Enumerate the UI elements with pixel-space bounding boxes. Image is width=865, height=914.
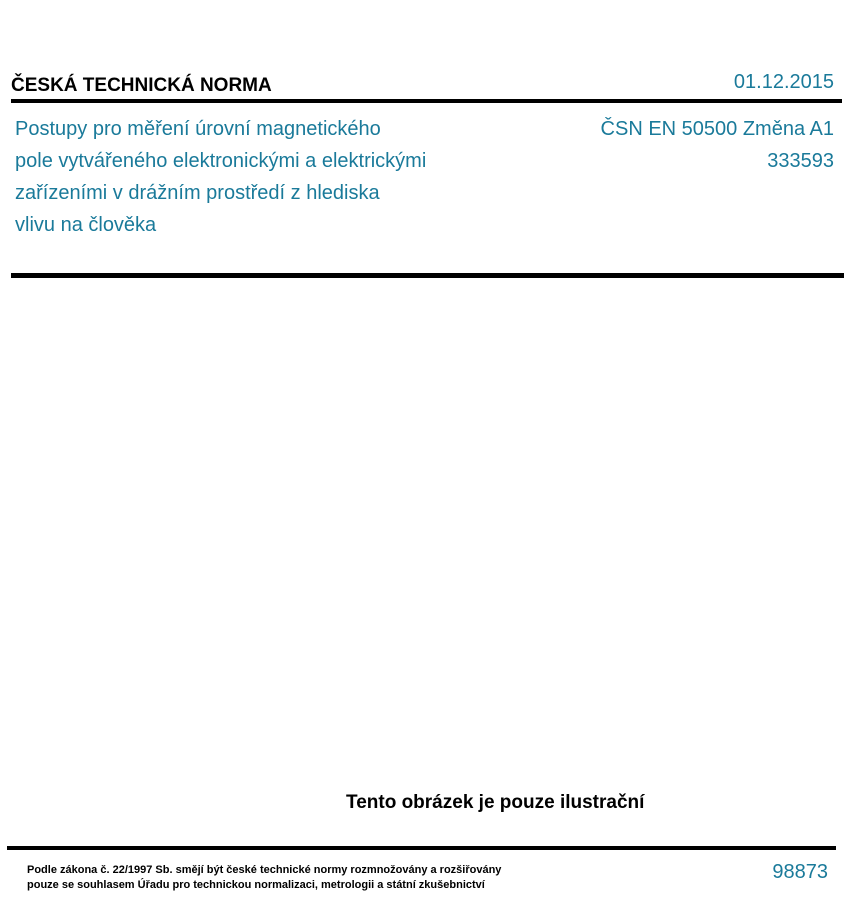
middle-divider (11, 273, 844, 278)
title-line: zařízeními v drážním prostředí z hlediska (15, 182, 380, 204)
publication-date: 01.12.2015 (733, 71, 834, 93)
legal-line: pouze se souhlasem Úřadu pro technickou normalizaci, metrologii a státní zkušebnictví (27, 879, 485, 891)
document-number: 98873 (772, 861, 828, 883)
standard-designation: ČSN EN 50500 Změna A1 (600, 118, 834, 140)
title-line: vlivu na člověka (15, 214, 157, 236)
title-line: Postupy pro měření úrovní magnetického (15, 118, 381, 140)
legal-notice (27, 863, 501, 893)
top-divider (11, 99, 842, 103)
doc-type-heading: ČESKÁ TECHNICKÁ NORMA (11, 75, 272, 96)
standard-code-block (601, 113, 834, 177)
class-number: 333593 (767, 150, 834, 172)
illustration-note: Tento obrázek je pouze ilustrační (346, 792, 645, 813)
standard-title (15, 113, 485, 241)
title-line: pole vytvářeného elektronickými a elektrickými (15, 150, 427, 172)
legal-line: Podle zákona č. 22/1997 Sb. smějí být české technické normy rozmnožovány a rozšiřovány (27, 864, 502, 876)
bottom-divider (7, 846, 836, 850)
